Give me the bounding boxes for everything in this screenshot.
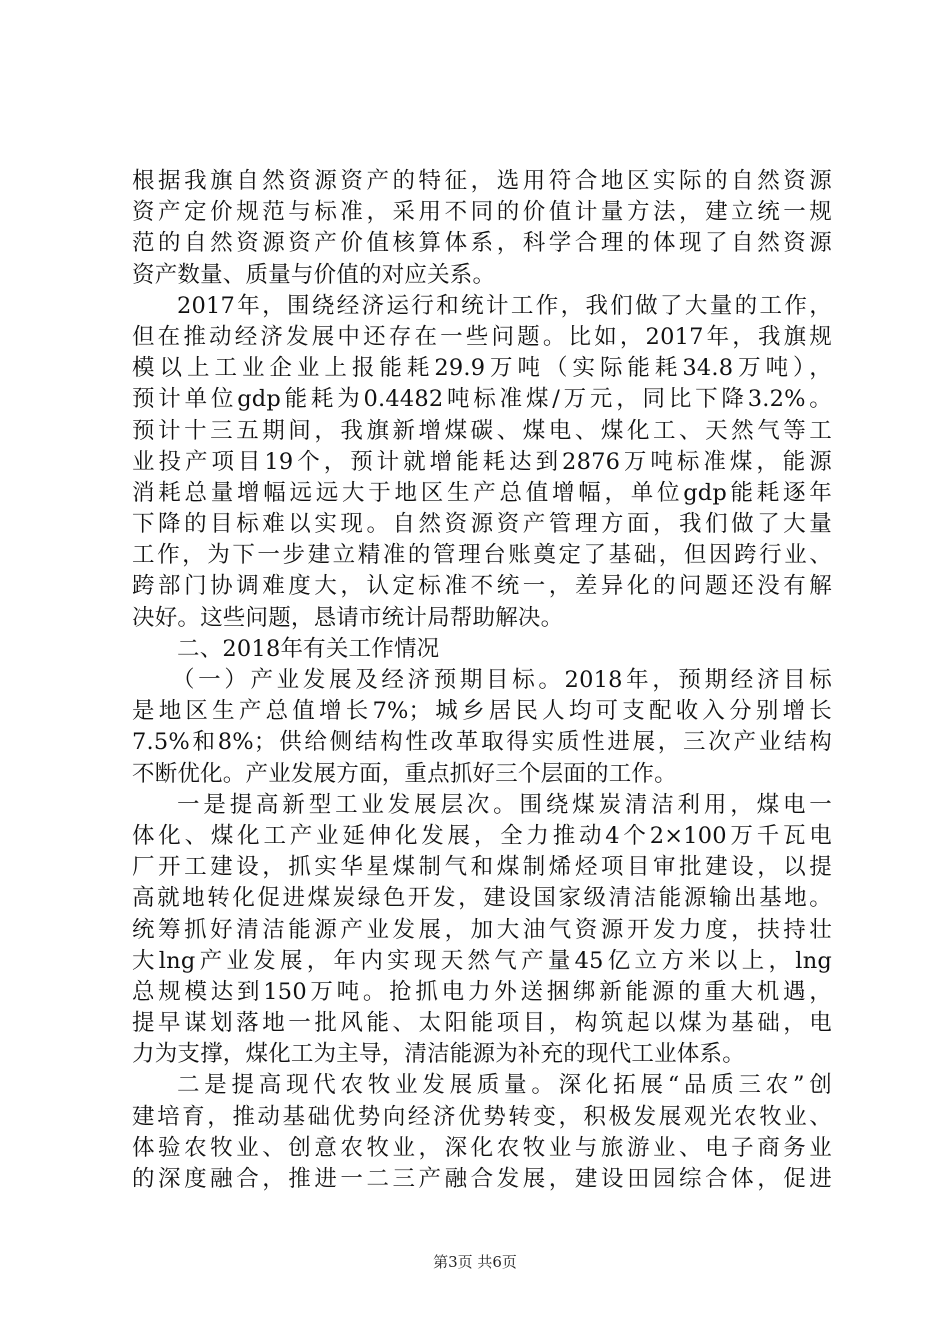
text-line: 下降的目标难以实现。自然资源资产管理方面，我们做了大量 — [132, 511, 832, 538]
text-line: 体化、煤化工产业延伸化发展，全力推动4个2×100万千瓦电 — [132, 822, 832, 849]
text-line: 是地区生产总值增长7%；城乡居民人均可支配收入分别增长 — [132, 698, 832, 725]
document-body — [132, 166, 832, 1195]
text-line: 预计十三五期间，我旗新增煤碳、煤电、煤化工、天然气等工 — [132, 417, 832, 444]
text-line: 一是提高新型工业发展层次。围绕煤炭清洁利用，煤电一 — [177, 791, 832, 818]
text-line: 统筹抓好清洁能源产业发展，加大油气资源开发力度，扶持壮 — [132, 916, 832, 943]
text-line: 但在推动经济发展中还存在一些问题。比如，2017年，我旗规 — [132, 323, 832, 350]
text-line: 预计单位gdp能耗为0.4482吨标准煤/万元，同比下降3.2%。 — [132, 386, 832, 413]
text-line: 消耗总量增幅远远大于地区生产总值增幅，单位gdp能耗逐年 — [132, 479, 832, 506]
text-line: 的深度融合，推进一二三产融合发展，建设田园综合体，促进 — [132, 1166, 832, 1192]
text-line: 工作，为下一步建立精准的管理台账奠定了基础，但因跨行业、 — [132, 542, 832, 569]
text-line: 建培育，推动基础优势向经济优势转变，积极发展观光农牧业、 — [132, 1103, 832, 1130]
text-line: 7.5%和8%；供给侧结构性改革取得实质性进展，三次产业结构 — [132, 729, 832, 756]
text-line: 不断优化。产业发展方面，重点抓好三个层面的工作。 — [132, 760, 677, 787]
text-line: 范的自然资源资产价值核算体系，科学合理的体现了自然资源 — [132, 230, 832, 257]
text-line: 决好。这些问题，恳请市统计局帮助解决。 — [132, 604, 564, 631]
text-line: （一）产业发展及经济预期目标。2018年，预期经济目标 — [172, 667, 832, 693]
text-line: 业投产项目19个，预计就增能耗达到2876万吨标准煤，能源 — [132, 448, 832, 475]
text-line: 提早谋划落地一批风能、太阳能项目，构筑起以煤为基础，电 — [132, 1010, 832, 1037]
text-line: 总规模达到150万吨。抢抓电力外送捆绑新能源的重大机遇， — [132, 978, 832, 1005]
text-line: 根据我旗自然资源资产的特征，选用符合地区实际的自然资源 — [132, 168, 832, 194]
text-line: 资产定价规范与标准，采用不同的价值计量方法，建立统一规 — [132, 199, 832, 226]
text-line: 厂开工建设，抓实华星煤制气和煤制烯烃项目审批建设，以提 — [132, 854, 832, 881]
section-heading: 二、2018年有关工作情况 — [177, 635, 440, 662]
text-line: 力为支撑，煤化工为主导，清洁能源为补充的现代工业体系。 — [132, 1041, 745, 1068]
text-line: 二是提高现代农牧业发展质量。深化拓展“品质三农”创 — [177, 1072, 832, 1099]
page-number-footer: 第3页 共6页 — [433, 1253, 517, 1271]
text-line: 体验农牧业、创意农牧业，深化农牧业与旅游业、电子商务业 — [132, 1134, 832, 1161]
text-line: 跨部门协调难度大，认定标准不统一，差异化的问题还没有解 — [132, 573, 832, 600]
text-line: 高就地转化促进煤炭绿色开发，建设国家级清洁能源输出基地。 — [132, 885, 832, 912]
text-line: 2017年，围绕经济运行和统计工作，我们做了大量的工作， — [177, 292, 832, 319]
text-line: 模以上工业企业上报能耗29.9万吨（实际能耗34.8万吨）， — [132, 355, 832, 382]
text-line: 大lng产业发展，年内实现天然气产量45亿立方米以上，lng — [132, 947, 832, 974]
text-line: 资产数量、质量与价值的对应关系。 — [132, 261, 496, 288]
